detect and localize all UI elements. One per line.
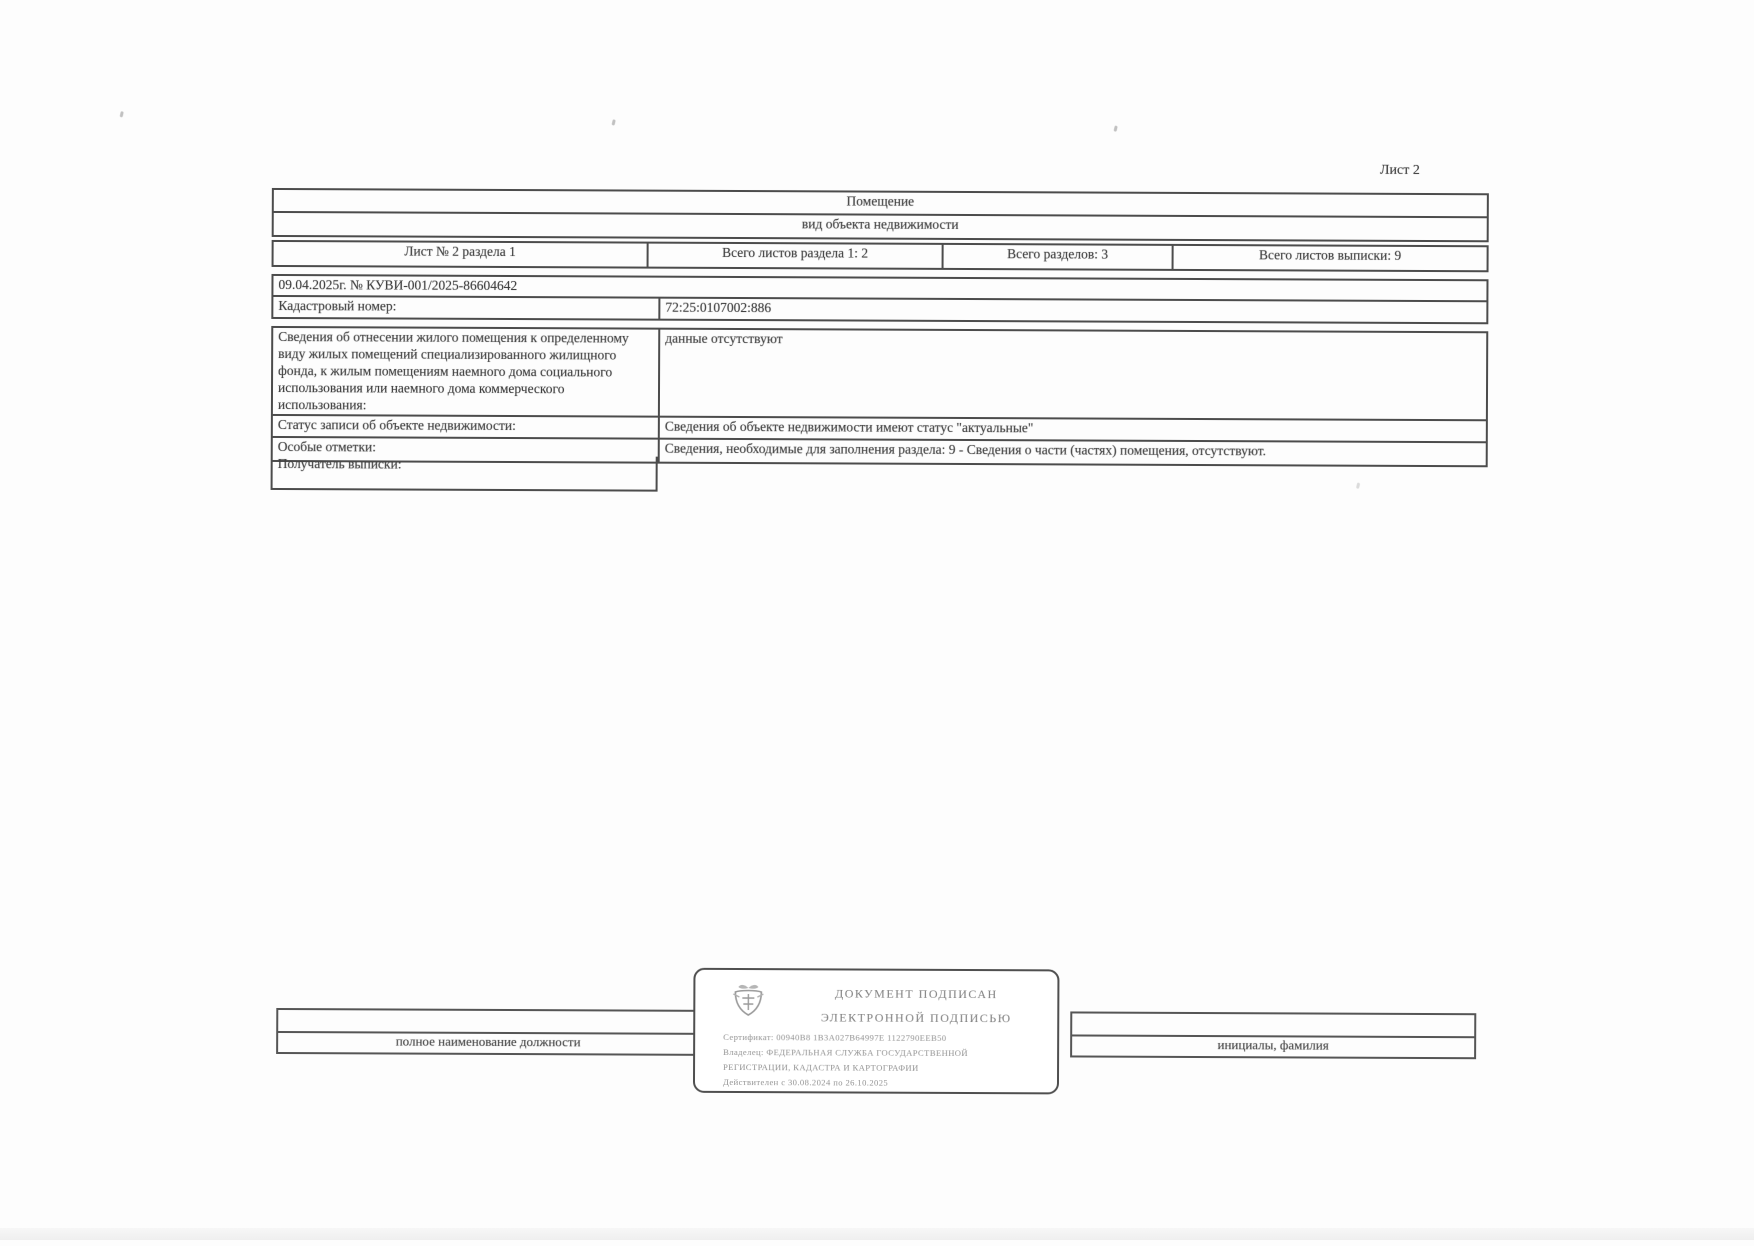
signature-name-caption: инициалы, фамилия <box>1217 1037 1329 1053</box>
meta-cell-total-sections: Всего разделов: 3 <box>944 245 1174 269</box>
stamp-title-line1: ДОКУМЕНТ ПОДПИСАН <box>835 986 998 1002</box>
digital-signature-stamp <box>693 968 1060 1095</box>
table-row <box>273 328 1486 422</box>
signature-name-box <box>1070 1011 1476 1059</box>
extract-info-table <box>271 274 1488 324</box>
object-type-caption: вид объекта недвижимости <box>801 216 959 232</box>
special-notes-value: Сведения, необходимые для заполнения раздела: 9 - Сведения о части (частях) помещения, отсутствуют. <box>664 441 1267 459</box>
scan-speck <box>1356 482 1360 488</box>
signature-position-caption: полное наименование должности <box>395 1033 581 1050</box>
cadastral-number-value: 72:25:0107002:886 <box>665 299 772 316</box>
housing-type-value: данные отсутствуют <box>665 330 783 347</box>
stamp-certificate-line: Сертификат: 00940B8 1B3A027B64997E 1122790EEB50 <box>723 1031 947 1043</box>
scan-edge-shadow <box>0 1228 1754 1240</box>
details-table <box>271 326 1489 468</box>
object-type-header-table <box>272 188 1489 242</box>
sheet-meta-row <box>272 240 1489 272</box>
special-notes-label: Особые отметки: <box>273 438 660 462</box>
object-type-title: Помещение <box>274 190 1487 218</box>
scan-speck <box>1114 125 1118 131</box>
record-status-label: Статус записи об объекте недвижимости: <box>273 416 660 438</box>
sheet-number-label: Лист 2 <box>1379 162 1420 178</box>
record-status-value: Сведения об объекте недвижимости имеют статус "актуальные" <box>664 419 1034 436</box>
scan-speck <box>612 119 616 125</box>
stamp-title-line2: ЭЛЕКТРОННОЙ ПОДПИСЬЮ <box>820 1010 1012 1026</box>
scan-speck <box>120 111 124 117</box>
stamp-owner-line2: РЕГИСТРАЦИИ, КАДАСТРА И КАРТОГРАФИИ <box>723 1061 919 1073</box>
signature-position-box <box>276 1008 700 1056</box>
meta-cell-total-sheets-of-section: Всего листов раздела 1: 2 <box>649 244 944 268</box>
recipient-cell <box>271 455 658 492</box>
meta-cell-total-extract-sheets: Всего листов выписки: 9 <box>1258 247 1402 263</box>
rosreestr-emblem-icon <box>731 982 765 1022</box>
cadastral-number-label: Кадастровый номер: <box>273 297 660 319</box>
extract-date-number: 09.04.2025г. № КУВИ-001/2025-86604642 <box>273 276 1486 302</box>
recipient-label: Получатель выписки: <box>277 455 402 472</box>
housing-type-label: Сведения об отнесении жилого помещения к определенному виду жилых помещений специализированного жилищного фонда, к жилым помещениям наемного дома социального использования или наемного дома коммерческого использования: <box>273 328 660 416</box>
stamp-validity-line: Действителен с 30.08.2024 по 26.10.2025 <box>722 1076 889 1088</box>
meta-cell-sheet-number: Лист № 2 раздела 1 <box>274 242 649 267</box>
stamp-owner-line1: Владелец: ФЕДЕРАЛЬНАЯ СЛУЖБА ГОСУДАРСТВЕННОЙ <box>723 1046 969 1059</box>
